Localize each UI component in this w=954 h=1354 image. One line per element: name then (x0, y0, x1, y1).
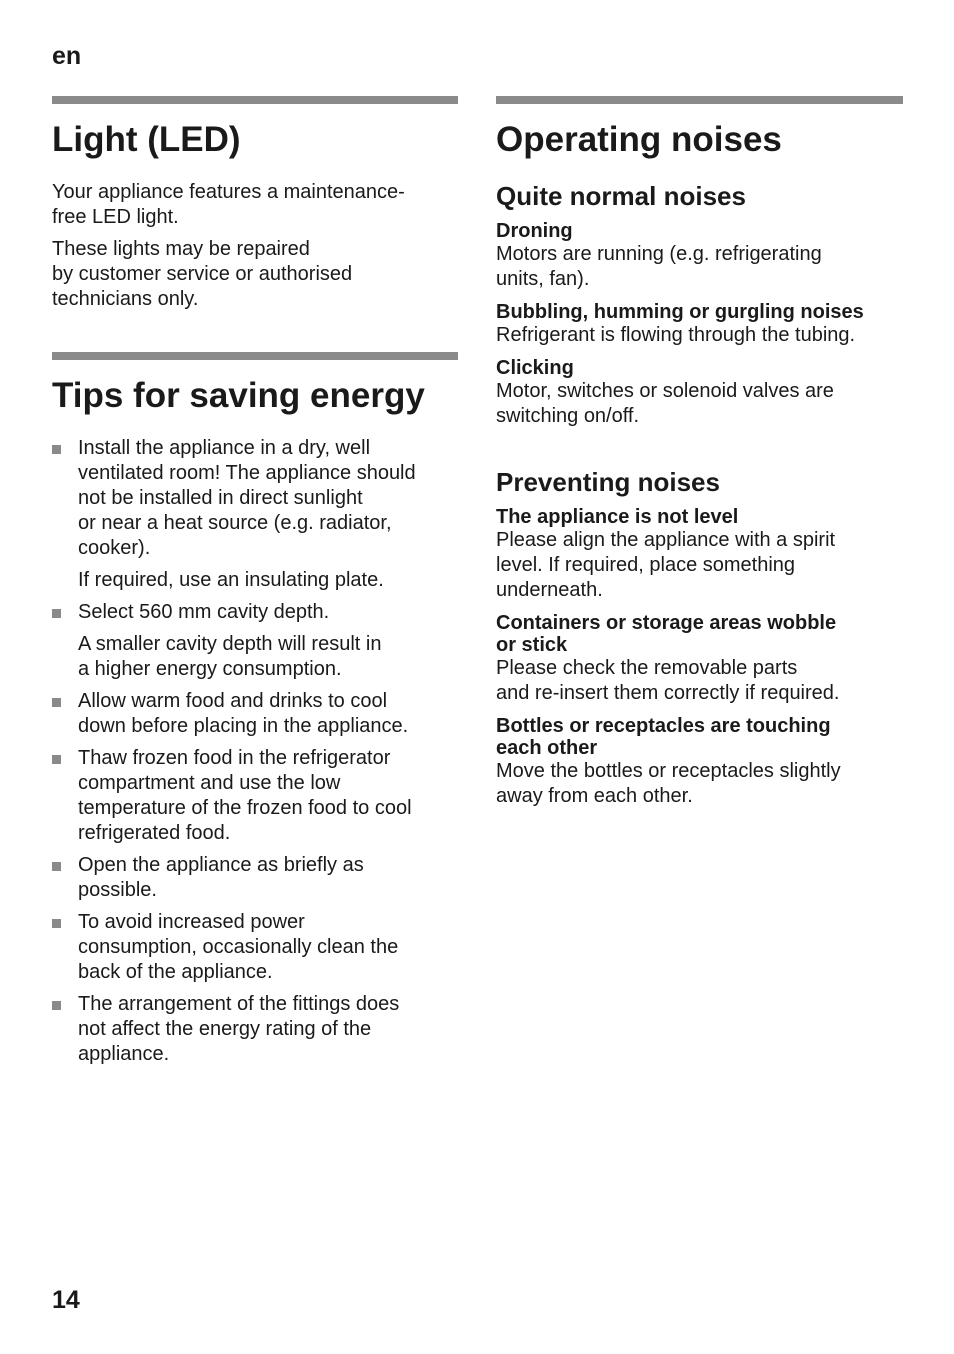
text-line: cooker). (78, 537, 151, 559)
text-line: refrigerated food. (78, 822, 231, 844)
text-line: Containers or storage areas wobble (496, 612, 837, 634)
section-title-light-led: Light (LED) (52, 120, 241, 159)
subsection-title-quite-normal: Quite normal noises (496, 181, 746, 211)
section-rule (52, 352, 458, 360)
list-item (52, 992, 458, 1067)
text-line: away from each other. (496, 785, 693, 807)
noise-entry-text (496, 242, 903, 292)
text-line: level. If required, place something (496, 554, 796, 576)
section-title-operating-noises: Operating noises (496, 120, 782, 159)
noise-entry-text (496, 759, 903, 809)
list-item-text (78, 600, 458, 625)
noise-entry-text (496, 528, 903, 603)
text-line: To avoid increased power (78, 911, 305, 933)
list-item (52, 436, 458, 593)
body-paragraph (52, 180, 458, 230)
square-bullet-icon (52, 862, 61, 871)
square-bullet-icon (52, 609, 61, 618)
body-paragraph (52, 237, 458, 312)
text-line: appliance. (78, 1043, 170, 1065)
text-line: The arrangement of the fittings does (78, 993, 400, 1015)
section-title-tips: Tips for saving energy (52, 376, 425, 415)
text-line: Open the appliance as briefly as (78, 854, 364, 876)
noise-entry-heading (496, 220, 903, 242)
light-led-body (52, 180, 458, 312)
list-item-note (78, 568, 458, 593)
noise-entry (496, 715, 903, 809)
noise-entry-heading (496, 612, 903, 656)
text-line: The appliance is not level (496, 506, 739, 528)
subsection-title-preventing: Preventing noises (496, 467, 720, 497)
text-line: Droning (496, 220, 573, 242)
list-item (52, 910, 458, 985)
noise-entry-text (496, 323, 903, 348)
text-line: not be installed in direct sunlight (78, 487, 363, 509)
text-line: temperature of the frozen food to cool (78, 797, 412, 819)
text-line: not affect the energy rating of the (78, 1018, 372, 1040)
text-line: each other (496, 737, 598, 759)
text-line: a higher energy consumption. (78, 658, 342, 680)
text-line: and re-insert them correctly if required. (496, 682, 840, 704)
text-line: Motor, switches or solenoid valves are (496, 380, 834, 402)
square-bullet-icon (52, 445, 61, 454)
text-line: down before placing in the appliance. (78, 715, 409, 737)
text-line: free LED light. (52, 206, 179, 228)
list-item (52, 853, 458, 903)
text-line: switching on/off. (496, 405, 640, 427)
text-line: Your appliance features a maintenance- (52, 181, 405, 203)
preventing-noises-list (496, 506, 903, 809)
text-line: Allow warm food and drinks to cool (78, 690, 388, 712)
section-operating-noises (496, 96, 903, 809)
text-line: underneath. (496, 579, 603, 601)
text-line: technicians only. (52, 288, 199, 310)
noise-entry-text (496, 379, 903, 429)
text-line: Move the bottles or receptacles slightly (496, 760, 841, 782)
text-line: Thaw frozen food in the refrigerator (78, 747, 391, 769)
text-line: or near a heat source (e.g. radiator, (78, 512, 392, 534)
page-number: 14 (52, 1286, 80, 1314)
text-line: Please align the appliance with a spirit (496, 529, 836, 551)
right-column (496, 96, 903, 818)
text-line: Clicking (496, 357, 574, 379)
list-item (52, 746, 458, 846)
square-bullet-icon (52, 1001, 61, 1010)
noise-entry (496, 506, 903, 603)
text-line: Bubbling, humming or gurgling noises (496, 301, 864, 323)
list-item-text (78, 853, 458, 903)
text-line: ventilated room! The appliance should (78, 462, 416, 484)
list-item-text (78, 746, 458, 846)
text-line: If required, use an insulating plate. (78, 569, 384, 591)
noise-entry (496, 612, 903, 706)
list-item-text (78, 436, 458, 561)
noise-entry (496, 301, 903, 348)
section-tips-saving-energy (52, 352, 458, 1067)
noise-entry (496, 220, 903, 292)
text-line: Select 560 mm cavity depth. (78, 601, 330, 623)
text-line: by customer service or authorised (52, 263, 353, 285)
noise-entry-heading (496, 715, 903, 759)
noise-entry (496, 357, 903, 429)
text-line: Please check the removable parts (496, 657, 798, 679)
text-line: units, fan). (496, 268, 590, 290)
list-item-note (78, 632, 458, 682)
text-line: Bottles or receptacles are touching (496, 715, 831, 737)
text-line: Refrigerant is flowing through the tubing. (496, 324, 856, 346)
language-code: en (52, 42, 82, 70)
quite-normal-noises-list (496, 220, 903, 429)
text-line: Motors are running (e.g. refrigerating (496, 243, 822, 265)
text-line: back of the appliance. (78, 961, 273, 983)
tips-list (52, 436, 458, 1067)
text-line: possible. (78, 879, 157, 901)
text-line: Install the appliance in a dry, well (78, 437, 371, 459)
square-bullet-icon (52, 919, 61, 928)
list-item (52, 600, 458, 682)
section-light-led (52, 96, 458, 312)
list-item-text (78, 689, 458, 739)
noise-entry-text (496, 656, 903, 706)
text-line: or stick (496, 634, 568, 656)
list-item-text (78, 992, 458, 1067)
square-bullet-icon (52, 698, 61, 707)
noise-entry-heading (496, 301, 903, 323)
list-item (52, 689, 458, 739)
text-line: consumption, occasionally clean the (78, 936, 399, 958)
text-line: compartment and use the low (78, 772, 341, 794)
list-item-text (78, 910, 458, 985)
noise-entry-heading (496, 506, 903, 528)
noise-entry-heading (496, 357, 903, 379)
section-rule (496, 96, 903, 104)
text-line: These lights may be repaired (52, 238, 310, 260)
section-rule (52, 96, 458, 104)
square-bullet-icon (52, 755, 61, 764)
text-line: A smaller cavity depth will result in (78, 633, 382, 655)
left-column (52, 96, 458, 1074)
